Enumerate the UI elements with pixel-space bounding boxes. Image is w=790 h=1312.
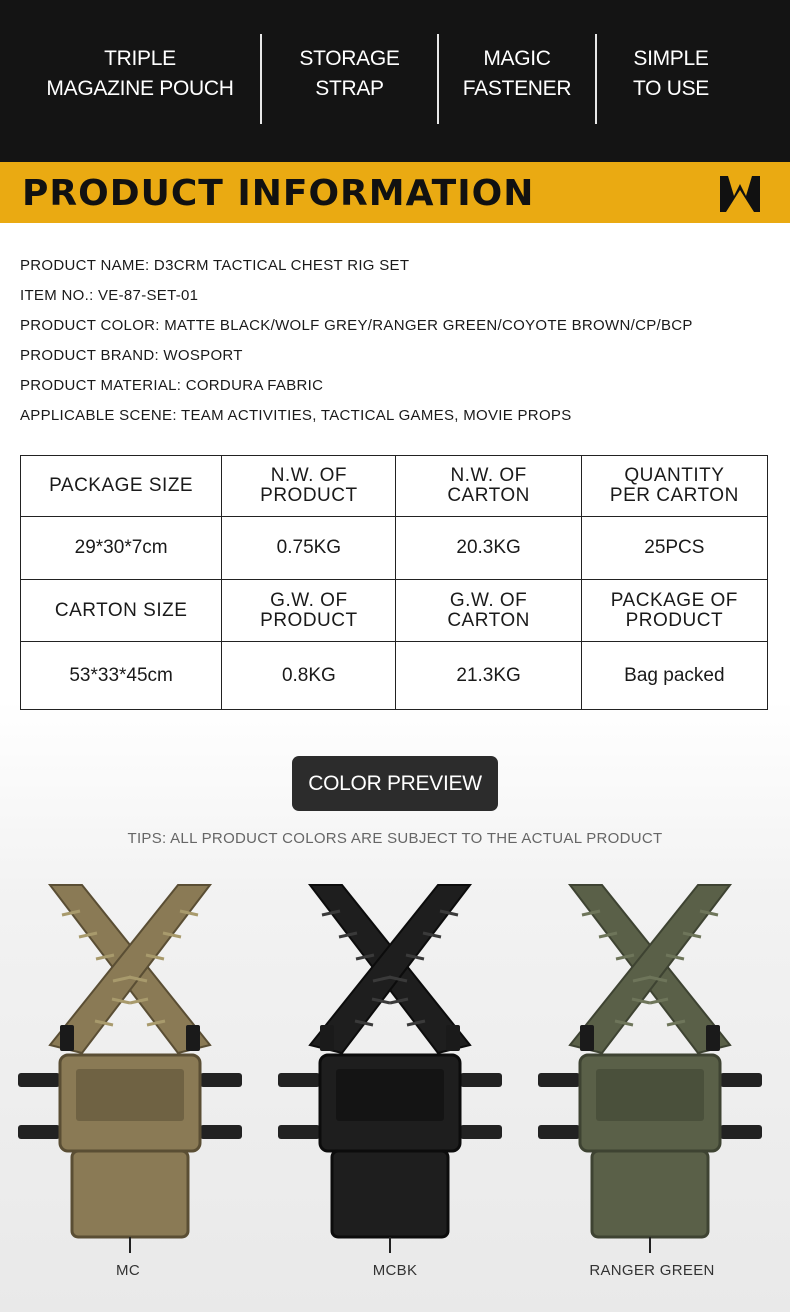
- velcro-panel: [76, 1069, 184, 1121]
- table-row: [21, 642, 768, 710]
- feature-bar: [0, 0, 790, 162]
- side-strap: [278, 1073, 320, 1087]
- side-strap: [278, 1125, 320, 1139]
- buckle: [320, 1025, 334, 1051]
- spec-header-cell: QUANTITY PER CARTON: [581, 456, 767, 517]
- spec-header-cell: CARTON SIZE: [21, 580, 222, 642]
- buckle: [706, 1025, 720, 1051]
- product-label-ranger-green: RANGER GREEN: [589, 1262, 715, 1279]
- spec-value-cell: 25PCS: [581, 517, 767, 580]
- info-product-name: PRODUCT NAME: D3CRM TACTICAL CHEST RIG SET: [20, 257, 410, 274]
- buckle: [60, 1025, 74, 1051]
- side-strap: [538, 1073, 580, 1087]
- product-info: [20, 256, 780, 436]
- side-strap: [538, 1125, 580, 1139]
- buckle: [446, 1025, 460, 1051]
- spec-header-cell: N.W. OF CARTON: [396, 456, 581, 517]
- w-logo-icon: [716, 174, 764, 214]
- side-strap: [18, 1125, 60, 1139]
- chest-rig-image: [10, 875, 250, 1255]
- velcro-panel: [336, 1069, 444, 1121]
- feature-simple-to-use: SIMPLE TO USE: [633, 47, 709, 100]
- spec-value-cell: 0.8KG: [222, 642, 396, 710]
- lower-pouch: [72, 1151, 188, 1237]
- side-strap: [460, 1125, 502, 1139]
- buckle: [580, 1025, 594, 1051]
- section-header-band: [0, 162, 790, 223]
- spec-value-cell: Bag packed: [581, 642, 767, 710]
- feature-triple-pouch: TRIPLE MAGAZINE POUCH: [46, 47, 234, 100]
- side-strap: [720, 1073, 762, 1087]
- spec-value-cell: 29*30*7cm: [21, 517, 222, 580]
- lower-pouch: [592, 1151, 708, 1237]
- info-item-no: ITEM NO.: VE-87-SET-01: [20, 287, 199, 304]
- table-row: [21, 517, 768, 580]
- product-image-mc: [10, 875, 250, 1255]
- spec-value-cell: 20.3KG: [396, 517, 581, 580]
- color-preview-button[interactable]: COLOR PREVIEW: [292, 756, 498, 811]
- table-row: [21, 456, 768, 517]
- spec-header-cell: N.W. OF PRODUCT: [222, 456, 396, 517]
- buckle: [186, 1025, 200, 1051]
- spec-table: [20, 455, 768, 710]
- spec-value-cell: 21.3KG: [396, 642, 581, 710]
- spec-header-cell: G.W. OF PRODUCT: [222, 580, 396, 642]
- product-image-ranger-green: [530, 875, 770, 1255]
- side-strap: [720, 1125, 762, 1139]
- info-applicable-scene: APPLICABLE SCENE: TEAM ACTIVITIES, TACTICAL GAMES, MOVIE PROPS: [20, 407, 572, 424]
- product-image-mcbk: [270, 875, 510, 1255]
- side-strap: [460, 1073, 502, 1087]
- side-strap: [18, 1073, 60, 1087]
- side-strap: [200, 1125, 242, 1139]
- chest-rig-image: [530, 875, 770, 1255]
- lower-pouch: [332, 1151, 448, 1237]
- section-title: PRODUCT INFORMATION: [22, 173, 535, 214]
- side-strap: [200, 1073, 242, 1087]
- table-row: [21, 580, 768, 642]
- product-label-mc: MC: [116, 1262, 140, 1279]
- feature-storage-strap: STORAGE STRAP: [299, 47, 400, 100]
- spec-value-cell: 53*33*45cm: [21, 642, 222, 710]
- feature-magic-fastener: MAGIC FASTENER: [462, 47, 572, 100]
- info-product-material: PRODUCT MATERIAL: CORDURA FABRIC: [20, 377, 324, 394]
- velcro-panel: [596, 1069, 704, 1121]
- tips-text: TIPS: ALL PRODUCT COLORS ARE SUBJECT TO THE ACTUAL PRODUCT: [127, 830, 663, 847]
- spec-header-cell: G.W. OF CARTON: [396, 580, 581, 642]
- chest-rig-image: [270, 875, 510, 1255]
- spec-value-cell: 0.75KG: [222, 517, 396, 580]
- info-product-color: PRODUCT COLOR: MATTE BLACK/WOLF GREY/RANGER GREEN/COYOTE BROWN/CP/BCP: [20, 317, 693, 334]
- product-label-mcbk: MCBK: [372, 1262, 418, 1279]
- info-product-brand: PRODUCT BRAND: WOSPORT: [20, 347, 243, 364]
- spec-header-cell: PACKAGE SIZE: [21, 456, 222, 517]
- spec-header-cell: PACKAGE OF PRODUCT: [581, 580, 767, 642]
